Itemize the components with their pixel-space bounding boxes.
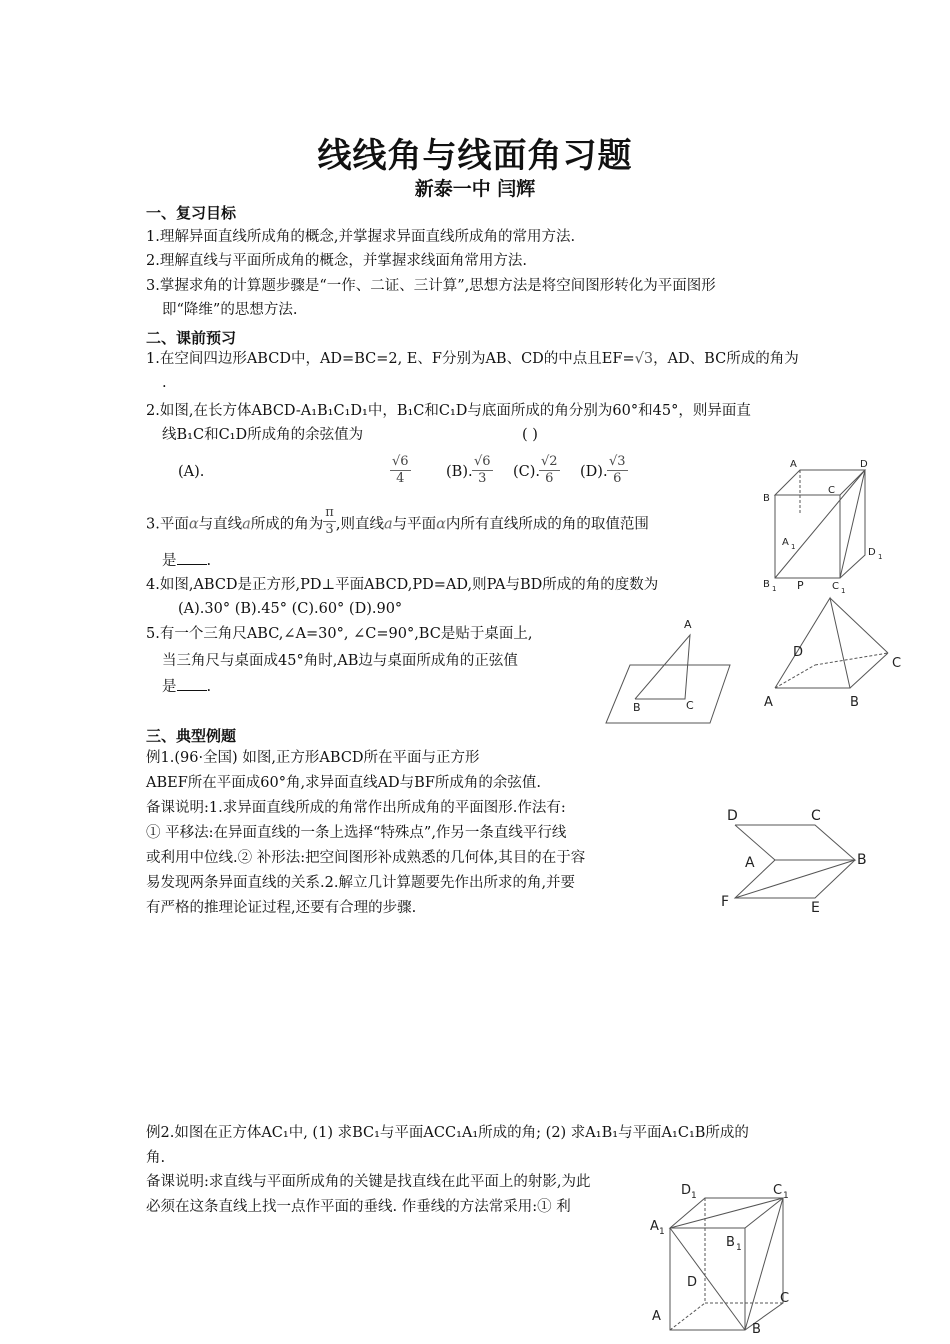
svg-text:C: C <box>686 699 694 712</box>
q2-option-c-label: (C). <box>513 464 541 480</box>
svg-text:C: C <box>832 581 839 592</box>
question-2-answer-paren: ( ) <box>522 427 538 443</box>
svg-text:D: D <box>681 1183 692 1198</box>
svg-text:B: B <box>850 695 859 710</box>
svg-text:B: B <box>726 1235 735 1250</box>
cube-figure <box>645 1178 805 1338</box>
pyramid-figure <box>760 590 910 715</box>
q2-option-a-value: $\frac{√6}{4}$ <box>392 454 409 486</box>
question-5: 5.有一个三角尺ABC,∠A=30°, ∠C=90°,BC是贴于桌面上, <box>146 626 533 642</box>
svg-text:A: A <box>650 1219 659 1234</box>
q2-option-b-value: $\frac{√6}{3}$ <box>474 454 491 486</box>
svg-text:1: 1 <box>841 587 846 595</box>
q2-option-d-value: $\frac{√3}{6}$ <box>609 454 626 486</box>
svg-text:1: 1 <box>791 543 796 551</box>
svg-text:B: B <box>763 493 770 504</box>
answer-blank <box>177 676 207 691</box>
svg-text:1: 1 <box>691 1191 697 1201</box>
example-1-note-3: 或利用中位线.② 补形法:把空间图形补成熟悉的几何体,其目的在于容 <box>146 850 586 866</box>
question-3-cont: 是 . <box>162 550 211 571</box>
svg-text:1: 1 <box>772 585 777 593</box>
svg-text:D: D <box>860 459 868 470</box>
question-1 <box>146 349 799 369</box>
svg-text:F: F <box>721 894 730 910</box>
svg-text:1: 1 <box>878 553 883 561</box>
question-5-end: 是 . <box>162 676 211 697</box>
svg-text:C: C <box>780 1291 790 1306</box>
example-2-note-2: 必须在这条直线上找一点作平面的垂线. 作垂线的方法常采用:① 利 <box>146 1199 571 1215</box>
example-1-note-2: ① 平移法:在异面直线的一条上选择“特殊点”,作另一条直线平行线 <box>146 825 567 841</box>
question-3: 3.平面α与直线a所成的角为 $\frac{\pi}{3}$ ,则直线a与平面α内所有直线所成的角的取值范围 <box>146 505 649 537</box>
example-2-note-1: 备课说明:求直线与平面所成角的关键是找直线在此平面上的射影,为此 <box>146 1174 591 1190</box>
two-squares-figure <box>715 800 875 920</box>
svg-text:C: C <box>828 485 835 496</box>
goal-1: 1.理解异面直线所成角的概念,并掌握求异面直线所成角的常用方法. <box>146 229 576 245</box>
example-1-note-5: 有严格的推理论证过程,还要有合理的步骤. <box>146 900 417 916</box>
question-1-end: . <box>162 375 167 391</box>
question-2: 2.如图,在长方体ABCD-A₁B₁C₁D₁中，B₁C和C₁D与底面所成的角分别为60°和45°，则异面直 <box>146 403 751 419</box>
question-4-options: (A).30° (B).45° (C).60° (D).90° <box>178 601 403 617</box>
svg-text:A: A <box>782 537 789 548</box>
svg-text:A: A <box>745 855 755 871</box>
example-2-line-1: 例2.如图在正方体AC₁中, (1) 求BC₁与平面ACC₁A₁所成的角; (2) 求A₁B₁与平面A₁C₁B所成的 <box>146 1125 749 1141</box>
svg-text:1: 1 <box>659 1227 665 1237</box>
svg-text:B: B <box>857 852 867 868</box>
q1-text-a: 1.在空间四边形ABCD中，AD=BC=2, E、F分别为AB、CD的中点且EF= <box>146 351 635 367</box>
q1-text-b: ，AD、BC所成的角为 <box>653 351 799 367</box>
goal-3-cont: 即“降维”的思想方法. <box>162 302 298 318</box>
svg-text:A: A <box>764 695 773 710</box>
svg-text:C: C <box>811 808 821 824</box>
q2-option-a-label: (A). <box>178 464 205 480</box>
svg-text:D: D <box>727 808 738 824</box>
q1-sqrt: √3 <box>634 351 654 367</box>
svg-text:E: E <box>811 900 820 916</box>
goal-3: 3.掌握求角的计算题步骤是“一作、二证、三计算”,思想方法是将空间图形转化为平面图形 <box>146 278 716 294</box>
svg-text:C: C <box>892 656 902 671</box>
q2-option-b-label: (B). <box>446 464 473 480</box>
example-1-note-1: 备课说明:1.求异面直线所成的角常作出所成角的平面图形.作法有: <box>146 800 566 816</box>
triangle-ruler-figure <box>600 615 740 725</box>
svg-text:B: B <box>763 579 770 590</box>
svg-text:B: B <box>633 701 641 714</box>
q2-option-d-label: (D). <box>580 464 608 480</box>
svg-text:D: D <box>868 547 876 558</box>
example-2-line-2: 角. <box>146 1150 166 1166</box>
svg-text:A: A <box>684 618 692 631</box>
question-4: 4.如图,ABCD是正方形,PD⊥平面ABCD,PD=AD,则PA与BD所成的角的度数为 <box>146 577 659 593</box>
example-1-line-1: 例1.(96·全国) 如图,正方形ABCD所在平面与正方形 <box>146 750 480 766</box>
goal-2: 2.理解直线与平面所成角的概念，并掌握求线面角常用方法. <box>146 253 527 269</box>
svg-text:P: P <box>797 579 804 592</box>
question-5-cont: 当三角尺与桌面成45°角时,AB边与桌面所成角的正弦值 <box>162 653 518 669</box>
q2-option-c-value: $\frac{√2}{6}$ <box>541 454 558 486</box>
svg-text:A: A <box>652 1309 661 1324</box>
svg-text:A: A <box>790 459 797 470</box>
svg-text:C: C <box>773 1183 783 1198</box>
section-heading-examples: 三、典型例题 <box>146 727 237 745</box>
svg-text:B: B <box>752 1322 761 1337</box>
section-heading-review: 一、复习目标 <box>146 204 237 222</box>
example-1-note-4: 易发现两条异面直线的关系.2.解立几计算题要先作出所求的角,并要 <box>146 875 576 891</box>
svg-text:1: 1 <box>783 1191 789 1201</box>
svg-text:1: 1 <box>736 1243 742 1253</box>
cuboid-figure <box>760 455 890 595</box>
author-line: 新泰一中 闫辉 <box>414 178 536 200</box>
question-2-cont: 线B₁C和C₁D所成角的余弦值为 <box>162 427 364 443</box>
section-heading-preview: 二、课前预习 <box>146 329 237 347</box>
page-title: 线线角与线面角习题 <box>317 136 633 176</box>
svg-text:D: D <box>793 645 804 660</box>
svg-text:D: D <box>687 1275 698 1290</box>
example-1-line-2: ABEF所在平面成60°角,求异面直线AD与BF所成角的余弦值. <box>146 775 542 791</box>
answer-blank <box>177 550 207 565</box>
